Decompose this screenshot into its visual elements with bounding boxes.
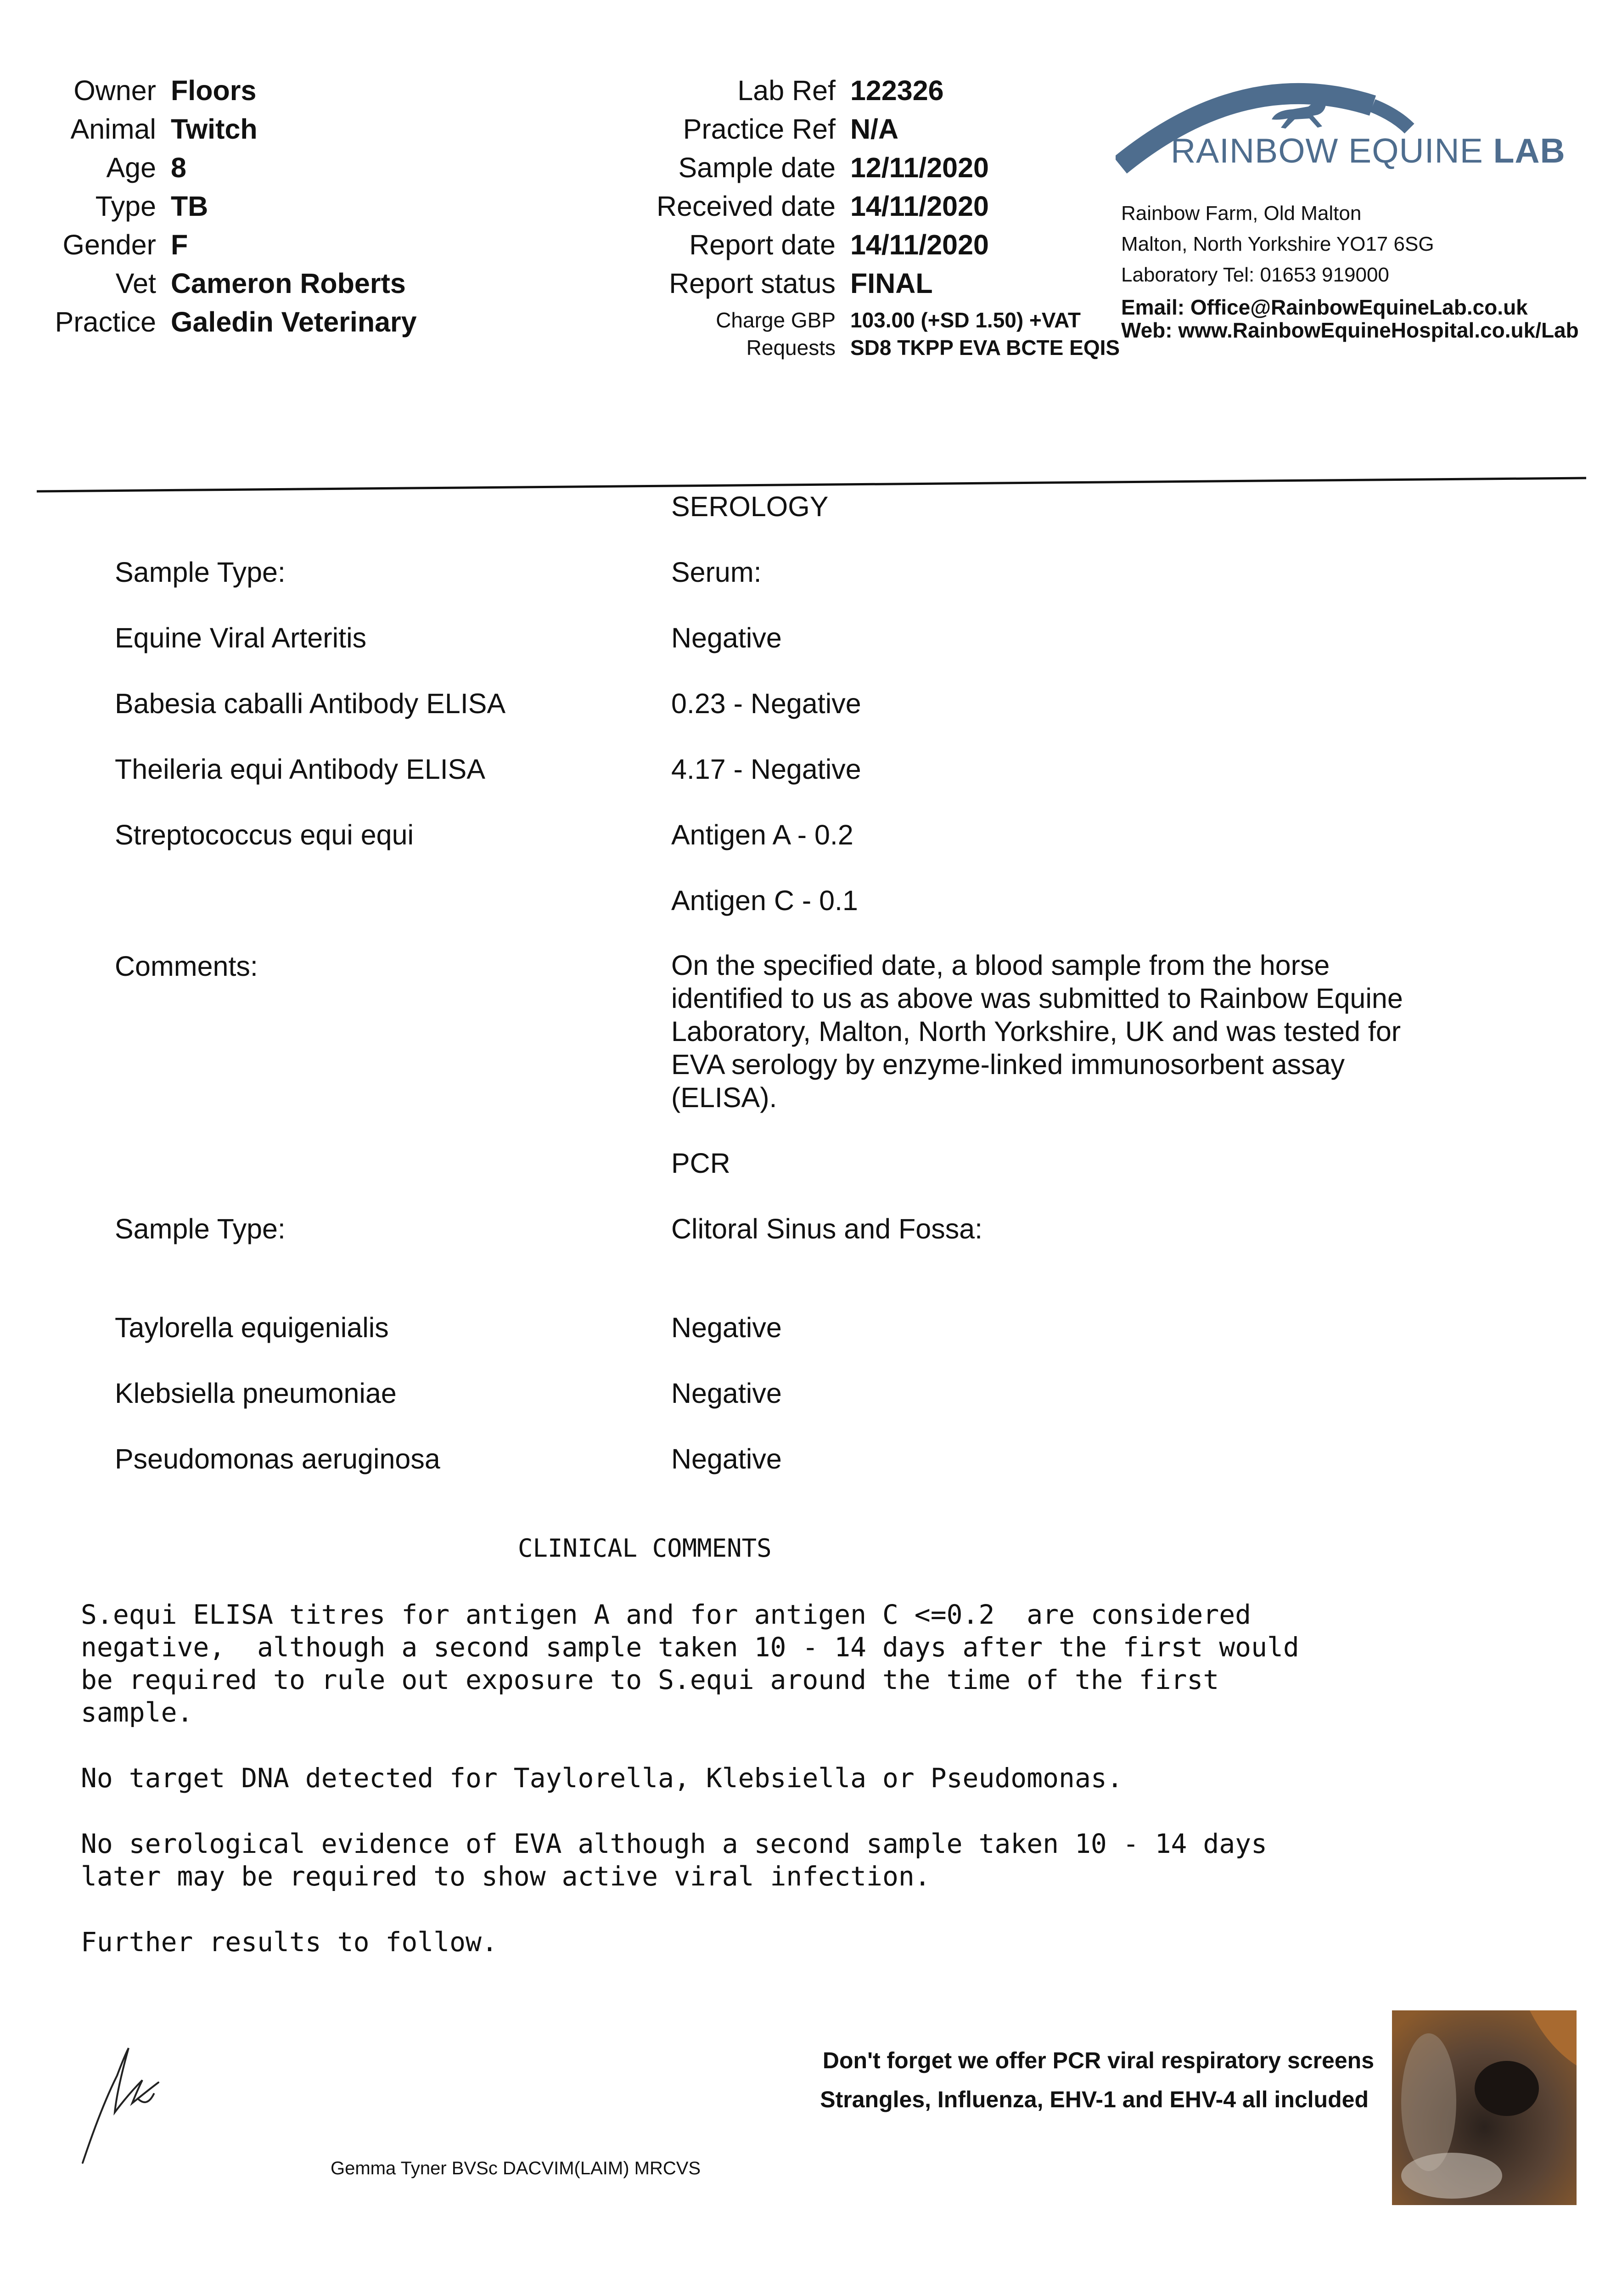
babesia-value: 0.23 - Negative <box>671 688 861 719</box>
lab-logo <box>1116 73 1566 193</box>
clinical-heading: CLINICAL COMMENTS <box>518 1534 772 1563</box>
clinical-p3-line1: No serological evidence of EVA although a second sample taken 10 - 14 days <box>81 1828 1268 1859</box>
pcr-sample-type-label: Sample Type: <box>115 1213 286 1244</box>
comments-label: Comments: <box>115 951 258 982</box>
sample-date-value: 12/11/2020 <box>850 152 989 183</box>
babesia-label: Babesia caballi Antibody ELISA <box>115 688 506 719</box>
report-status-label: Report status <box>669 268 836 299</box>
signature-image <box>73 2039 184 2177</box>
lab-email: Email: Office@RainbowEquineLab.co.uk <box>1121 295 1528 319</box>
address-line2: Malton, North Yorkshire YO17 6SG <box>1121 233 1434 255</box>
gender-value: F <box>171 229 188 260</box>
type-label: Type <box>95 191 156 222</box>
clinical-p1-line3: be required to rule out exposure to S.equi around the time of the first <box>81 1664 1219 1695</box>
requests-label: Requests <box>746 336 836 360</box>
theileria-value: 4.17 - Negative <box>671 754 861 785</box>
received-date-label: Received date <box>657 191 836 222</box>
vet-row <box>0 267 406 306</box>
strep-antigen-a: Antigen A - 0.2 <box>671 819 853 850</box>
report-date-value: 14/11/2020 <box>850 229 989 260</box>
signer-name: Gemma Tyner BVSc DACVIM(LAIM) MRCVS <box>331 2158 701 2178</box>
animal-label: Animal <box>70 113 156 145</box>
owner-value: Floors <box>171 75 257 106</box>
report-meta <box>643 0 1148 367</box>
promo-line2: Strangles, Influenza, EHV-1 and EHV-4 all included <box>820 2087 1369 2112</box>
gender-label: Gender <box>62 229 156 260</box>
serology-heading: SEROLOGY <box>671 491 829 522</box>
taylorella-value: Negative <box>671 1312 782 1343</box>
practice-row <box>0 306 417 344</box>
address-line1: Rainbow Farm, Old Malton <box>1121 202 1362 225</box>
pseudomonas-value: Negative <box>671 1443 782 1474</box>
taylorella-label: Taylorella equigenialis <box>115 1312 389 1343</box>
type-value: TB <box>171 191 208 222</box>
requests-value: SD8 TKPP EVA BCTE EQIS <box>850 336 1120 360</box>
clinical-p3-line2: later may be required to show active viral infection. <box>81 1861 931 1892</box>
lab-web: Web: www.RainbowEquineHospital.co.uk/Lab <box>1121 318 1579 342</box>
klebsiella-value: Negative <box>671 1378 782 1409</box>
logo-text <box>1171 131 1566 170</box>
strep-label: Streptococcus equi equi <box>115 819 414 850</box>
logo-text-light: RAINBOW EQUINE <box>1171 131 1493 170</box>
clinical-p1-line2: negative, although a second sample taken 10 - 14 days after the first would <box>81 1632 1299 1663</box>
clinical-p1-line4: sample. <box>81 1697 193 1728</box>
age-row <box>0 152 186 190</box>
age-label: Age <box>106 152 156 183</box>
eva-label: Equine Viral Arteritis <box>115 622 367 653</box>
received-date-value: 14/11/2020 <box>850 191 989 222</box>
report-status-value: FINAL <box>850 268 933 299</box>
pseudomonas-label: Pseudomonas aeruginosa <box>115 1443 440 1474</box>
charge-label: Charge GBP <box>716 308 836 332</box>
comments-text: On the specified date, a blood sample from the horse identified to us as above was submitted to Rainbow Equine Laboratory, Malton, North Yorkshire, UK and was tested for EVA serology by enzyme-linked immunosorbent assay (ELISA). <box>671 950 1403 1113</box>
animal-row <box>0 113 258 152</box>
practice-value: Galedin Veterinary <box>171 306 417 338</box>
horse-icon <box>1267 92 1341 133</box>
eva-value: Negative <box>671 622 782 653</box>
horse-nose-photo <box>1392 2010 1577 2205</box>
clinical-p4-line1: Further results to follow. <box>81 1926 498 1958</box>
vet-label: Vet <box>115 268 156 299</box>
patient-info <box>0 0 643 367</box>
promo-line1: Don't forget we offer PCR viral respiratory screens <box>822 2048 1374 2073</box>
clinical-p1-line1: S.equi ELISA titres for antigen A and for antigen C <=0.2 are considered <box>81 1599 1252 1630</box>
lab-ref-value: 122326 <box>850 75 944 106</box>
lab-tel: Laboratory Tel: 01653 919000 <box>1121 264 1389 286</box>
age-value: 8 <box>171 152 186 183</box>
type-row <box>0 190 208 229</box>
owner-row <box>0 74 257 113</box>
theileria-label: Theileria equi Antibody ELISA <box>115 754 486 785</box>
practice-label: Practice <box>55 306 156 338</box>
charge-value: 103.00 (+SD 1.50) +VAT <box>850 308 1081 332</box>
serology-sample-type-value: Serum: <box>671 557 762 588</box>
logo-text-bold: LAB <box>1493 131 1566 170</box>
serology-sample-type-label: Sample Type: <box>115 557 286 588</box>
pcr-heading: PCR <box>671 1148 730 1179</box>
owner-label: Owner <box>73 75 156 106</box>
strep-antigen-c: Antigen C - 0.1 <box>671 885 858 916</box>
vet-value: Cameron Roberts <box>171 268 406 299</box>
practice-ref-value: N/A <box>850 113 899 145</box>
sample-date-label: Sample date <box>678 152 836 183</box>
pcr-sample-type-value: Clitoral Sinus and Fossa: <box>671 1213 983 1244</box>
klebsiella-label: Klebsiella pneumoniae <box>115 1378 397 1409</box>
practice-ref-label: Practice Ref <box>683 113 836 145</box>
report-date-label: Report date <box>689 229 836 260</box>
animal-value: Twitch <box>171 113 258 145</box>
clinical-p2-line1: No target DNA detected for Taylorella, Klebsiella or Pseudomonas. <box>81 1762 1123 1794</box>
lab-ref-label: Lab Ref <box>737 75 836 106</box>
gender-row <box>0 229 188 267</box>
